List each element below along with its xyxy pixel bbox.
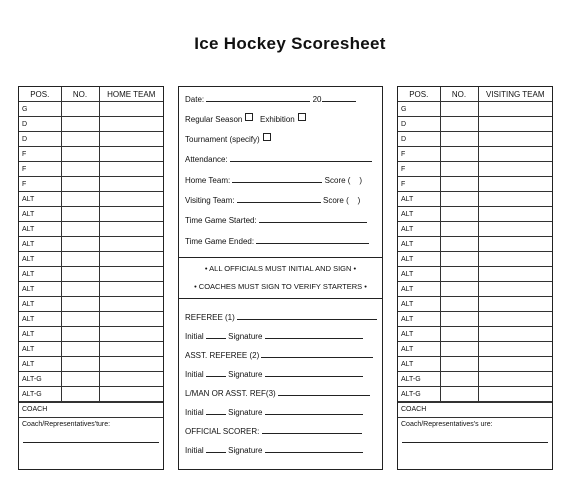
- regular-season-checkbox[interactable]: [245, 113, 253, 121]
- roster-row: [19, 237, 163, 252]
- player-name-cell[interactable]: [99, 357, 163, 372]
- home-roster-header: [19, 87, 163, 102]
- number-cell[interactable]: [440, 252, 478, 267]
- number-cell[interactable]: [440, 342, 478, 357]
- position-cell: F: [19, 177, 61, 192]
- roster-row: [19, 342, 163, 357]
- scorer-line: [262, 425, 362, 434]
- roster-row: [398, 327, 552, 342]
- position-cell: ALT: [19, 207, 61, 222]
- player-name-cell[interactable]: [99, 387, 163, 402]
- position-cell: G: [398, 102, 440, 117]
- scorer-signature-line: [265, 444, 363, 453]
- position-cell: ALT: [19, 357, 61, 372]
- referee-label: REFEREE (1): [185, 313, 235, 322]
- exhibition-checkbox[interactable]: [298, 113, 306, 121]
- player-name-cell[interactable]: [99, 327, 163, 342]
- home-score-close: ): [359, 176, 363, 185]
- roster-row: [19, 282, 163, 297]
- home-coach-label: COACH: [19, 402, 163, 417]
- visiting-no-header: NO.: [440, 87, 478, 102]
- player-name-cell[interactable]: [478, 222, 552, 237]
- position-cell: ALT: [398, 357, 440, 372]
- number-cell[interactable]: [440, 177, 478, 192]
- player-name-cell[interactable]: [99, 312, 163, 327]
- roster-row: [19, 207, 163, 222]
- linesman-signature-line: [265, 406, 363, 415]
- player-name-cell[interactable]: [99, 192, 163, 207]
- roster-row: [19, 132, 163, 147]
- player-name-cell[interactable]: [478, 177, 552, 192]
- number-cell[interactable]: [61, 132, 99, 147]
- roster-row: [19, 312, 163, 327]
- home-team-header: HOME TEAM: [99, 87, 163, 102]
- number-cell[interactable]: [61, 357, 99, 372]
- visiting-team-field[interactable]: [185, 194, 360, 205]
- linesman-field[interactable]: [185, 387, 370, 398]
- number-cell[interactable]: [440, 312, 478, 327]
- roster-row: [398, 372, 552, 387]
- roster-row: [398, 267, 552, 282]
- player-name-cell[interactable]: [478, 387, 552, 402]
- number-cell[interactable]: [440, 267, 478, 282]
- position-cell: ALT: [19, 342, 61, 357]
- visiting-score-label: Score (: [322, 196, 349, 205]
- referee-signature-line: [265, 330, 363, 339]
- player-name-cell[interactable]: [478, 327, 552, 342]
- home-signature-label: Coach/Representatives'ture:: [22, 421, 111, 428]
- roster-row: [19, 117, 163, 132]
- position-cell: ALT: [398, 252, 440, 267]
- regular-season-label: Regular Season: [185, 115, 243, 124]
- game-info-panel: [178, 86, 383, 470]
- attendance-line: [230, 153, 372, 162]
- number-cell[interactable]: [61, 102, 99, 117]
- player-name-cell[interactable]: [99, 282, 163, 297]
- player-name-cell[interactable]: [478, 237, 552, 252]
- asst-referee-field[interactable]: [185, 349, 373, 360]
- player-name-cell[interactable]: [478, 132, 552, 147]
- asst-referee-label: ASST. REFEREE (2): [185, 351, 260, 360]
- referee-signature-label: Signature: [228, 332, 263, 341]
- number-cell[interactable]: [61, 372, 99, 387]
- asst-referee-initial-label: Initial: [185, 370, 204, 379]
- time-started-label: Time Game Started:: [185, 216, 257, 225]
- roster-row: [398, 192, 552, 207]
- visiting-signature-label: Coach/Representatives's ure:: [401, 421, 493, 428]
- position-cell: G: [19, 102, 61, 117]
- referee-line: [237, 311, 377, 320]
- player-name-cell[interactable]: [478, 207, 552, 222]
- tournament-label: Tournament (specify): [185, 135, 260, 144]
- linesman-line: [278, 387, 370, 396]
- home-team-label: Home Team:: [185, 176, 231, 185]
- visiting-team-header: VISITING TEAM: [478, 87, 552, 102]
- player-name-cell[interactable]: [478, 312, 552, 327]
- number-cell[interactable]: [61, 207, 99, 222]
- roster-row: [398, 132, 552, 147]
- player-name-cell[interactable]: [478, 252, 552, 267]
- position-cell: ALT: [19, 252, 61, 267]
- number-cell[interactable]: [61, 327, 99, 342]
- tournament-checkbox[interactable]: [263, 133, 271, 141]
- roster-row: [19, 222, 163, 237]
- number-cell[interactable]: [440, 357, 478, 372]
- position-cell: ALT: [19, 192, 61, 207]
- roster-row: [398, 102, 552, 117]
- position-cell: ALT-G: [19, 372, 61, 387]
- asst-referee-signature-label: Signature: [228, 370, 263, 379]
- player-name-cell[interactable]: [99, 162, 163, 177]
- roster-row: [19, 387, 163, 402]
- position-cell: F: [19, 147, 61, 162]
- position-cell: ALT: [398, 192, 440, 207]
- number-cell[interactable]: [61, 342, 99, 357]
- number-cell[interactable]: [440, 147, 478, 162]
- roster-row: [398, 162, 552, 177]
- visiting-team-label: Visiting Team:: [185, 196, 235, 205]
- player-name-cell[interactable]: [478, 117, 552, 132]
- position-cell: D: [19, 117, 61, 132]
- year-line: [322, 93, 356, 102]
- player-name-cell[interactable]: [478, 357, 552, 372]
- roster-row: [398, 177, 552, 192]
- home-coach-signature[interactable]: [19, 417, 163, 457]
- linesman-signature-label: Signature: [228, 408, 263, 417]
- scorer-initial-line: [206, 444, 226, 453]
- officials-section: [179, 297, 382, 469]
- visiting-roster-table: [398, 87, 552, 402]
- officials-notice: [179, 257, 382, 299]
- tournament-row: [185, 133, 271, 144]
- position-cell: ALT: [19, 282, 61, 297]
- home-signature-line: [23, 442, 159, 443]
- time-started-field[interactable]: [185, 214, 367, 225]
- visiting-roster-header: [398, 87, 552, 102]
- roster-row: [398, 147, 552, 162]
- player-name-cell[interactable]: [478, 342, 552, 357]
- home-pos-header: POS.: [19, 87, 61, 102]
- position-cell: D: [19, 132, 61, 147]
- scorer-label: OFFICIAL SCORER:: [185, 427, 260, 436]
- linesman-label: L/MAN OR ASST. REF(3): [185, 389, 276, 398]
- player-name-cell[interactable]: [478, 297, 552, 312]
- player-name-cell[interactable]: [478, 192, 552, 207]
- player-name-cell[interactable]: [99, 297, 163, 312]
- scorer-field[interactable]: [185, 425, 362, 436]
- player-name-cell[interactable]: [478, 102, 552, 117]
- visiting-score-close: ): [357, 196, 361, 205]
- home-team-roster: [18, 86, 164, 470]
- roster-row: [19, 162, 163, 177]
- roster-row: [19, 327, 163, 342]
- number-cell[interactable]: [61, 237, 99, 252]
- number-cell[interactable]: [61, 387, 99, 402]
- player-name-cell[interactable]: [99, 147, 163, 162]
- number-cell[interactable]: [61, 147, 99, 162]
- player-name-cell[interactable]: [478, 372, 552, 387]
- number-cell[interactable]: [61, 117, 99, 132]
- number-cell[interactable]: [440, 297, 478, 312]
- roster-row: [398, 237, 552, 252]
- notice-coaches: • COACHES MUST SIGN TO VERIFY STARTERS •: [194, 282, 367, 291]
- scorer-sign-row[interactable]: [185, 444, 363, 455]
- scorer-initial-label: Initial: [185, 446, 204, 455]
- position-cell: F: [398, 177, 440, 192]
- player-name-cell[interactable]: [478, 267, 552, 282]
- attendance-label: Attendance:: [185, 155, 228, 164]
- date-field[interactable]: [185, 93, 356, 104]
- player-name-cell[interactable]: [99, 237, 163, 252]
- home-no-header: NO.: [61, 87, 99, 102]
- roster-row: [398, 342, 552, 357]
- roster-row: [19, 267, 163, 282]
- roster-row: [398, 357, 552, 372]
- year-prefix: 20: [312, 95, 322, 104]
- home-team-line: [232, 174, 322, 183]
- position-cell: D: [398, 132, 440, 147]
- home-team-field[interactable]: [185, 174, 362, 185]
- asst-referee-sign-row[interactable]: [185, 368, 363, 379]
- linesman-initial-line: [206, 406, 226, 415]
- number-cell[interactable]: [440, 327, 478, 342]
- number-cell[interactable]: [440, 387, 478, 402]
- roster-row: [19, 372, 163, 387]
- number-cell[interactable]: [61, 282, 99, 297]
- player-name-cell[interactable]: [99, 342, 163, 357]
- referee-field[interactable]: [185, 311, 377, 322]
- roster-row: [19, 192, 163, 207]
- player-name-cell[interactable]: [99, 267, 163, 282]
- position-cell: D: [398, 117, 440, 132]
- roster-row: [398, 252, 552, 267]
- player-name-cell[interactable]: [478, 162, 552, 177]
- roster-row: [398, 282, 552, 297]
- time-ended-label: Time Game Ended:: [185, 237, 255, 246]
- number-cell[interactable]: [61, 222, 99, 237]
- position-cell: ALT: [398, 237, 440, 252]
- roster-row: [19, 297, 163, 312]
- number-cell[interactable]: [440, 117, 478, 132]
- notice-officials: • ALL OFFICIALS MUST INITIAL AND SIGN •: [204, 264, 357, 273]
- time-started-line: [259, 214, 367, 223]
- player-name-cell[interactable]: [99, 252, 163, 267]
- roster-row: [19, 102, 163, 117]
- position-cell: ALT: [19, 222, 61, 237]
- number-cell[interactable]: [440, 372, 478, 387]
- roster-row: [19, 177, 163, 192]
- position-cell: ALT: [19, 312, 61, 327]
- page-title: Ice Hockey Scoresheet: [194, 34, 386, 53]
- exhibition-label: Exhibition: [260, 115, 295, 124]
- number-cell[interactable]: [61, 252, 99, 267]
- position-cell: ALT: [398, 282, 440, 297]
- player-name-cell[interactable]: [478, 147, 552, 162]
- number-cell[interactable]: [440, 162, 478, 177]
- referee-initial-line: [206, 330, 226, 339]
- asst-referee-line: [261, 349, 373, 358]
- visiting-team-line: [237, 194, 321, 203]
- number-cell[interactable]: [440, 102, 478, 117]
- number-cell[interactable]: [61, 297, 99, 312]
- position-cell: ALT: [19, 327, 61, 342]
- visiting-signature-line: [402, 442, 548, 443]
- roster-row: [398, 222, 552, 237]
- date-line: [206, 93, 310, 102]
- roster-row: [398, 312, 552, 327]
- season-type-row: [185, 113, 306, 124]
- time-ended-field[interactable]: [185, 235, 369, 246]
- visiting-coach-label: COACH: [398, 402, 552, 417]
- visiting-pos-header: POS.: [398, 87, 440, 102]
- player-name-cell[interactable]: [99, 132, 163, 147]
- position-cell: ALT: [398, 342, 440, 357]
- visiting-team-roster: [397, 86, 553, 470]
- position-cell: F: [398, 162, 440, 177]
- player-name-cell[interactable]: [478, 282, 552, 297]
- scorer-signature-label: Signature: [228, 446, 263, 455]
- roster-row: [19, 147, 163, 162]
- number-cell[interactable]: [61, 192, 99, 207]
- roster-row: [398, 387, 552, 402]
- player-name-cell[interactable]: [99, 222, 163, 237]
- player-name-cell[interactable]: [99, 207, 163, 222]
- position-cell: F: [398, 147, 440, 162]
- roster-row: [398, 207, 552, 222]
- time-ended-line: [256, 235, 369, 244]
- date-label: Date:: [185, 95, 205, 104]
- home-score-label: Score (: [324, 176, 351, 185]
- position-cell: F: [19, 162, 61, 177]
- roster-row: [398, 297, 552, 312]
- player-name-cell[interactable]: [99, 102, 163, 117]
- home-roster-table: [19, 87, 163, 402]
- position-cell: ALT-G: [398, 387, 440, 402]
- position-cell: ALT: [398, 207, 440, 222]
- position-cell: ALT-G: [19, 387, 61, 402]
- position-cell: ALT: [398, 312, 440, 327]
- number-cell[interactable]: [440, 192, 478, 207]
- referee-sign-row[interactable]: [185, 330, 363, 341]
- number-cell[interactable]: [440, 207, 478, 222]
- player-name-cell[interactable]: [99, 372, 163, 387]
- player-name-cell[interactable]: [99, 177, 163, 192]
- roster-row: [19, 252, 163, 267]
- linesman-sign-row[interactable]: [185, 406, 363, 417]
- asst-referee-signature-line: [265, 368, 363, 377]
- roster-row: [19, 357, 163, 372]
- game-details-section: [179, 87, 382, 257]
- position-cell: ALT: [19, 297, 61, 312]
- visiting-coach-signature[interactable]: [398, 417, 552, 457]
- number-cell[interactable]: [61, 267, 99, 282]
- position-cell: ALT: [398, 222, 440, 237]
- referee-initial-label: Initial: [185, 332, 204, 341]
- number-cell[interactable]: [440, 237, 478, 252]
- number-cell[interactable]: [440, 132, 478, 147]
- number-cell[interactable]: [440, 282, 478, 297]
- position-cell: ALT: [398, 297, 440, 312]
- roster-row: [398, 117, 552, 132]
- position-cell: ALT: [398, 327, 440, 342]
- linesman-initial-label: Initial: [185, 408, 204, 417]
- attendance-field[interactable]: [185, 153, 372, 164]
- number-cell[interactable]: [440, 222, 478, 237]
- number-cell[interactable]: [61, 177, 99, 192]
- position-cell: ALT-G: [398, 372, 440, 387]
- asst-referee-initial-line: [206, 368, 226, 377]
- number-cell[interactable]: [61, 162, 99, 177]
- position-cell: ALT: [398, 267, 440, 282]
- position-cell: ALT: [19, 237, 61, 252]
- player-name-cell[interactable]: [99, 117, 163, 132]
- number-cell[interactable]: [61, 312, 99, 327]
- position-cell: ALT: [19, 267, 61, 282]
